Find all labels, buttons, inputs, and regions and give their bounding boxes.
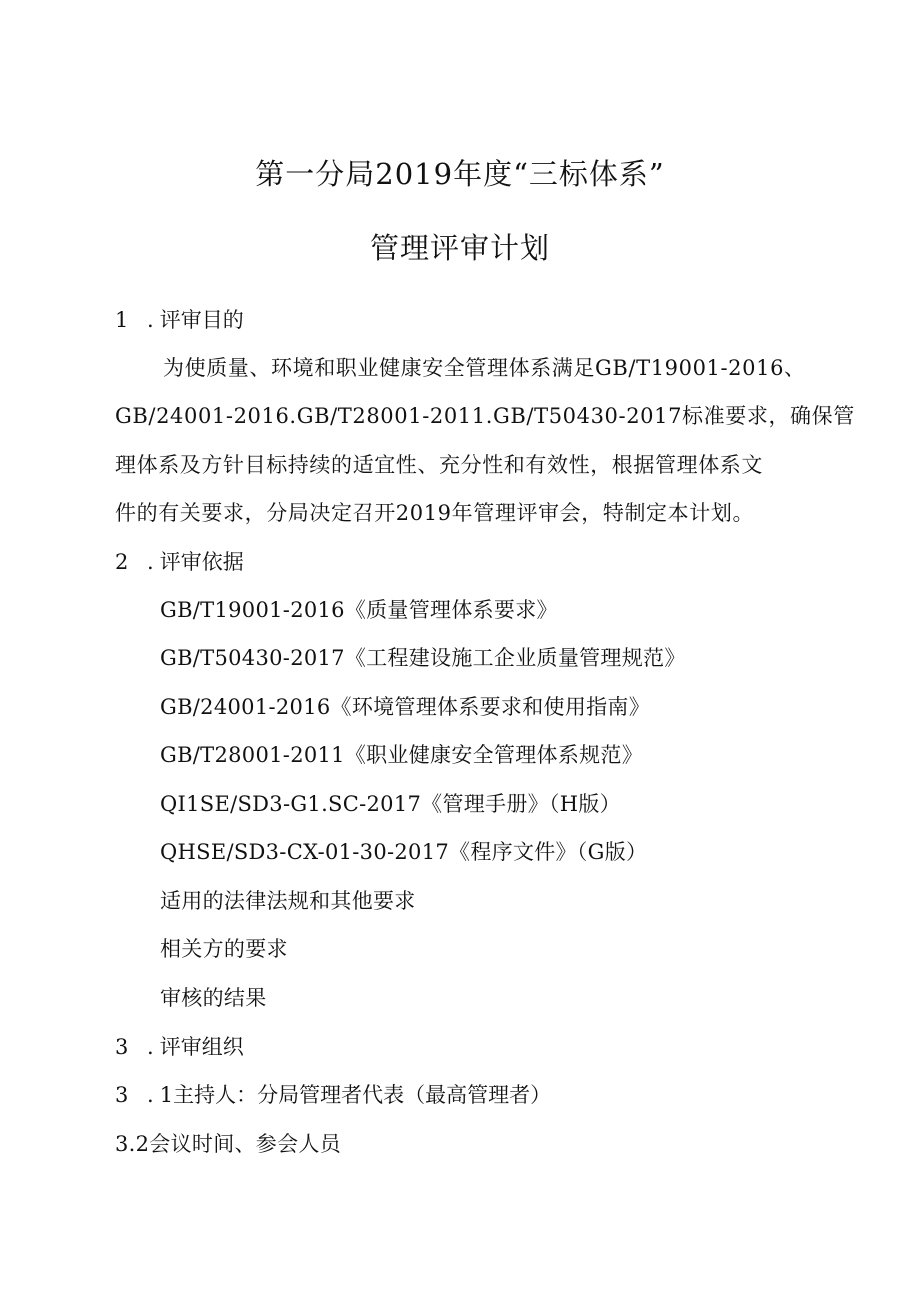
reference-item: QHSE/SD3-CX-01-30-2017《程序文件》（G版） [160, 840, 648, 864]
section-1-number: 1 . [115, 308, 160, 332]
reference-item: GB/T19001-2016《质量管理体系要求》 [160, 598, 558, 622]
section-2-number: 2 . [115, 550, 160, 574]
reference-item: GB/24001-2016《环境管理体系要求和使用指南》 [160, 695, 651, 719]
section-3-title: 评审组织 [159, 1035, 244, 1059]
reference-item: 适用的法律法规和其他要求 [160, 889, 416, 913]
document-title-line-1: 第一分局2019年度“三标体系” [255, 157, 665, 191]
section-1-heading [115, 305, 244, 335]
section-1-paragraph-line: 为使质量、环境和职业健康安全管理体系满足GB/T19001-2016、 [163, 356, 806, 380]
reference-item: 审核的结果 [160, 986, 267, 1010]
section-1-paragraph-line: GB/24001-2016.GB/T28001-2011.GB/T50430-2017标准要求，确保管 [115, 404, 855, 428]
section-3-1-line [115, 1080, 551, 1110]
document-title-line-2: 管理评审计划 [369, 231, 550, 265]
reference-item: GB/T28001-2011《职业健康安全管理体系规范》 [160, 743, 644, 767]
section-3-2-line: 3.2会议时间、参会人员 [115, 1132, 341, 1156]
section-2-title: 评审依据 [159, 550, 244, 574]
section-1-paragraph-line: 理体系及方针目标持续的适宜性、充分性和有效性，根据管理体系文 [115, 453, 763, 477]
section-2-heading [115, 547, 244, 577]
section-3-number: 3 . [115, 1035, 160, 1059]
reference-item: QI1SE/SD3-G1.SC-2017《管理手册》（H版） [160, 792, 621, 816]
reference-item: 相关方的要求 [160, 937, 288, 961]
section-1-paragraph-line: 件的有关要求，分局决定召开2019年管理评审会，特制定本计划。 [115, 501, 755, 525]
section-3-heading [115, 1032, 244, 1062]
section-3-1-text: 1主持人：分局管理者代表（最高管理者） [159, 1083, 552, 1107]
section-1-title: 评审目的 [159, 308, 244, 332]
section-3-1-number: 3 . [115, 1083, 160, 1107]
reference-item: GB/T50430-2017《工程建设施工企业质量管理规范》 [160, 646, 686, 670]
